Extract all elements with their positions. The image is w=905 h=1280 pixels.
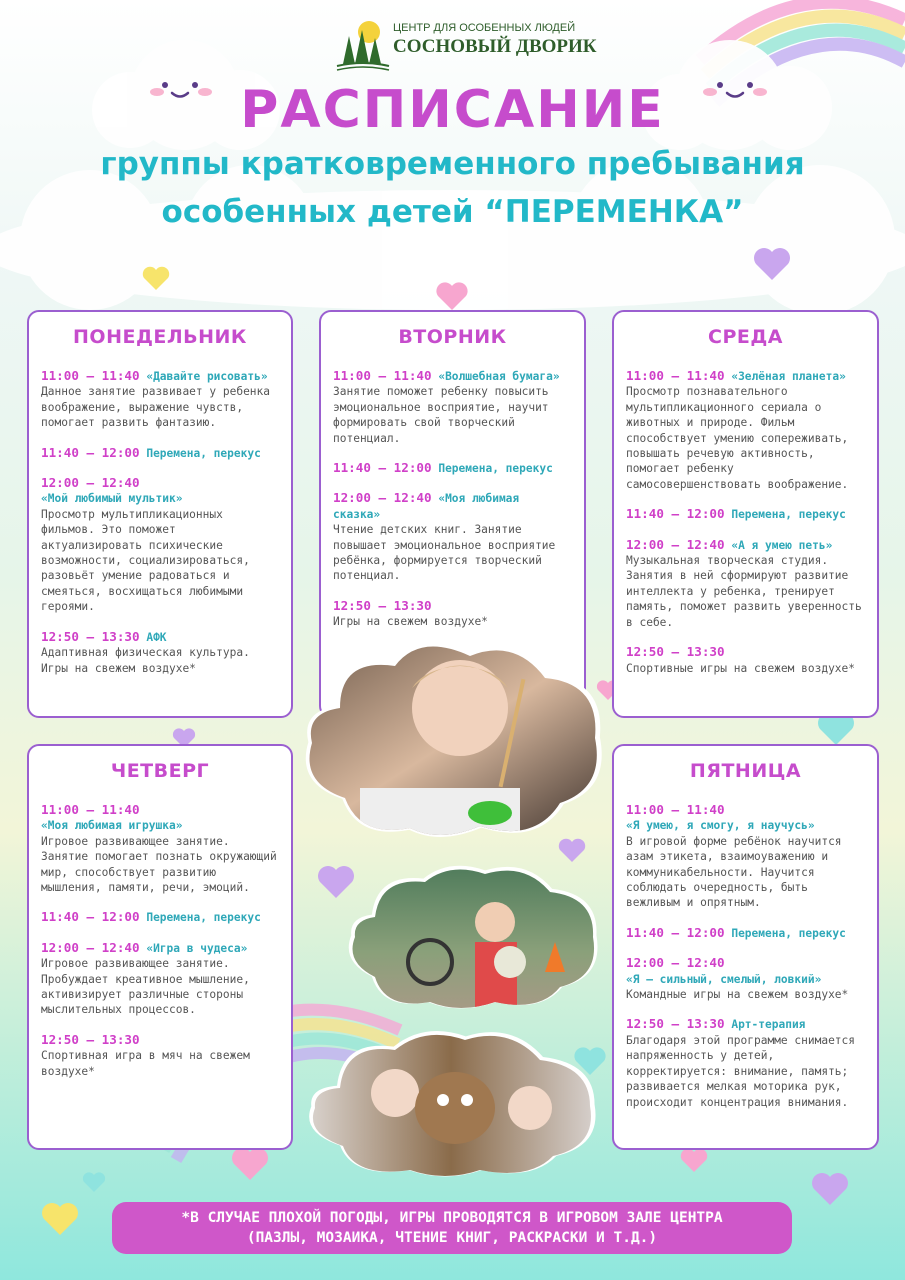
slot-time: 11:40 – 12:00: [41, 444, 140, 460]
slot-activity-name: «Зелёная планета»: [731, 370, 846, 383]
photo-kids-with-toy: [305, 1028, 597, 1178]
photo-child-painting: [300, 638, 610, 838]
slot-activity-name: Перемена, перекус: [146, 446, 261, 460]
schedule-slot: [626, 368, 865, 492]
slot-time: 11:40 – 12:00: [626, 924, 725, 940]
schedule-slot: [626, 644, 865, 676]
slot-time: 12:00 – 12:40: [626, 955, 725, 971]
page-subtitle-line2: особенных детей “ПЕРЕМЕНКА”: [161, 194, 744, 230]
slot-activity-name: Перемена, перекус: [438, 462, 553, 476]
photo-kids-outdoor: [345, 862, 600, 1012]
slot-time: 12:00 – 12:40: [626, 536, 725, 552]
slot-description: Чтение детских книг. Занятие повышает эмоциональное восприятие ребёнка, формируется творческий потенциал.: [333, 523, 556, 583]
schedule-slot: [41, 475, 279, 615]
slot-time: 12:00 – 12:40: [333, 490, 432, 506]
slot-description: Игры на свежем воздухе*: [333, 615, 488, 629]
logo-subtitle: ЦЕНТР ДЛЯ ОСОБЕННЫХ ЛЮДЕЙ: [393, 22, 576, 34]
slot-description: Командные игры на свежем воздухе*: [626, 988, 849, 1002]
slot-activity-name: «Моя любимая сказка»: [333, 492, 520, 521]
slot-activity-name: Перемена, перекус: [731, 508, 846, 522]
slot-activity-name: «Моя любимая игрушка»: [41, 819, 183, 833]
slot-activity-name: Перемена, перекус: [731, 926, 846, 940]
day-title: ВТОРНИК: [398, 326, 507, 348]
schedule-slot: [41, 940, 279, 1018]
page-title: РАСПИСАНИЕ: [240, 80, 665, 140]
schedule-slot: [626, 955, 865, 1002]
schedule-slot: [41, 368, 279, 431]
day-title: ПЯТНИЦА: [689, 760, 802, 782]
slot-activity-name: «Я – сильный, смелый, ловкий»: [626, 972, 822, 986]
slot-activity-name: «А я умею петь»: [731, 538, 833, 552]
schedule-slot: [333, 598, 572, 630]
slot-activity-name: АФК: [146, 630, 167, 644]
logo-title: СОСНОВЫЙ ДВОРИК: [393, 36, 597, 57]
footer-note: [112, 1202, 792, 1254]
day-title: ПОНЕДЕЛЬНИК: [73, 326, 247, 348]
slot-description: Просмотр познавательного мультипликационного сериала о животных и природе. Фильм способствует умению сопереживать, повышать речевую активность, помогает ребенку самосовершенствовать воображение.: [626, 385, 849, 491]
card-friday: [612, 744, 879, 1150]
schedule-slot: [333, 490, 572, 583]
schedule-slot: [333, 460, 572, 476]
schedule-slot: [41, 1032, 279, 1079]
slot-activity-name: Перемена, перекус: [146, 911, 261, 925]
slot-description: Занятие поможет ребенку повысить эмоциональное восприятие, научит формировать свой творческий потенциал.: [333, 385, 549, 445]
day-title: СРЕДА: [708, 326, 783, 348]
slot-time: 11:40 – 12:00: [41, 909, 140, 925]
schedule-slot: [333, 368, 572, 446]
slot-description: Игровое развивающее занятие. Пробуждает креативное мышление, активизирует различные стороны мыслительных процессов.: [41, 957, 250, 1017]
slot-description: Спортивные игры на свежем воздухе*: [626, 661, 856, 675]
slot-description: Адаптивная физическая культура. Игры на свежем воздухе*: [41, 646, 250, 675]
slot-activity-name: «Я умею, я смогу, я научусь»: [626, 819, 815, 833]
slot-time: 12:50 – 13:30: [626, 1016, 725, 1032]
slot-description: Данное занятие развивает у ребенка воображение, выражение чувств, помогает развить фантазию.: [41, 385, 271, 430]
footer-line2: (ПАЗЛЫ, МОЗАИКА, ЧТЕНИЕ КНИГ, РАСКРАСКИ И Т.Д.): [246, 1230, 658, 1246]
schedule-slot: [41, 909, 279, 925]
day-title: ЧЕТВЕРГ: [110, 760, 210, 782]
slot-description: Музыкальная творческая студия. Занятия в ней сформируют развитие интеллекта у ребенка, тренирует память, поможет развить уверенность в себе.: [626, 554, 862, 629]
slot-time: 11:40 – 12:00: [333, 460, 432, 476]
slot-time: 12:50 – 13:30: [333, 597, 432, 613]
schedule-slot: [626, 537, 865, 630]
slot-activity-name: «Давайте рисовать»: [146, 370, 268, 383]
slot-time: 12:50 – 13:30: [41, 1031, 140, 1047]
schedule-slot: [626, 506, 865, 522]
slot-description: В игровой форме ребёнок научится азам этикета, взаимоуважению и коммуникабельности. Научится соблюдать очередность, быть вежливым и опрятным.: [626, 834, 842, 910]
slot-description: Спортивная игра в мяч на свежем воздухе*: [41, 1049, 250, 1078]
schedule-slot: [626, 1016, 865, 1109]
slot-description: Игровое развивающее занятие. Занятие помогает познать окружающий мир, способствует развитию мышления, памяти, речи, эмоций.: [41, 834, 277, 895]
slot-time: 11:00 – 11:40: [41, 802, 140, 817]
slot-activity-name: «Мой любимый мультик»: [41, 492, 183, 506]
footer-line1: *В СЛУЧАЕ ПЛОХОЙ ПОГОДЫ, ИГРЫ ПРОВОДЯТСЯ В ИГРОВОМ ЗАЛЕ ЦЕНТРА: [181, 1210, 723, 1226]
schedule-slot: [41, 629, 279, 676]
slot-time: 12:00 – 12:40: [41, 475, 140, 491]
logo: [335, 16, 597, 72]
slot-description: Благодаря этой программе снимается напряженность у детей, корректируется: внимание, память; развивается мелкая моторика рук, происходит концентрация внимания.: [626, 1033, 856, 1109]
slot-activity-name: «Игра в чудеса»: [146, 941, 248, 955]
schedule-slot: [626, 925, 865, 941]
pine-trees-logo-icon: [335, 16, 391, 72]
schedule-slot: [41, 802, 279, 895]
slot-time: 11:00 – 11:40: [333, 368, 432, 383]
slot-time: 12:50 – 13:30: [41, 628, 140, 644]
slot-time: 12:00 – 12:40: [41, 939, 140, 955]
slot-time: 11:00 – 11:40: [626, 368, 725, 383]
card-monday: [27, 310, 293, 718]
slot-time: 11:00 – 11:40: [41, 368, 140, 383]
slot-time: 12:50 – 13:30: [626, 644, 725, 660]
page-subtitle-line1: группы кратковременного пребывания: [100, 146, 805, 182]
slot-time: 11:00 – 11:40: [626, 802, 725, 817]
schedule-slot: [626, 802, 865, 911]
card-thursday: [27, 744, 293, 1150]
slot-activity-name: Арт-терапия: [731, 1018, 806, 1032]
slot-time: 11:40 – 12:00: [626, 506, 725, 522]
card-wednesday: [612, 310, 879, 718]
schedule-slot: [41, 445, 279, 461]
slot-description: Просмотр мультипликационных фильмов. Это поможет актуализировать психические возможности, социализироваться, разовьёт умение радоваться и смеяться, восхищаться любимыми героями.: [41, 507, 250, 614]
slot-activity-name: «Волшебная бумага»: [438, 370, 560, 383]
